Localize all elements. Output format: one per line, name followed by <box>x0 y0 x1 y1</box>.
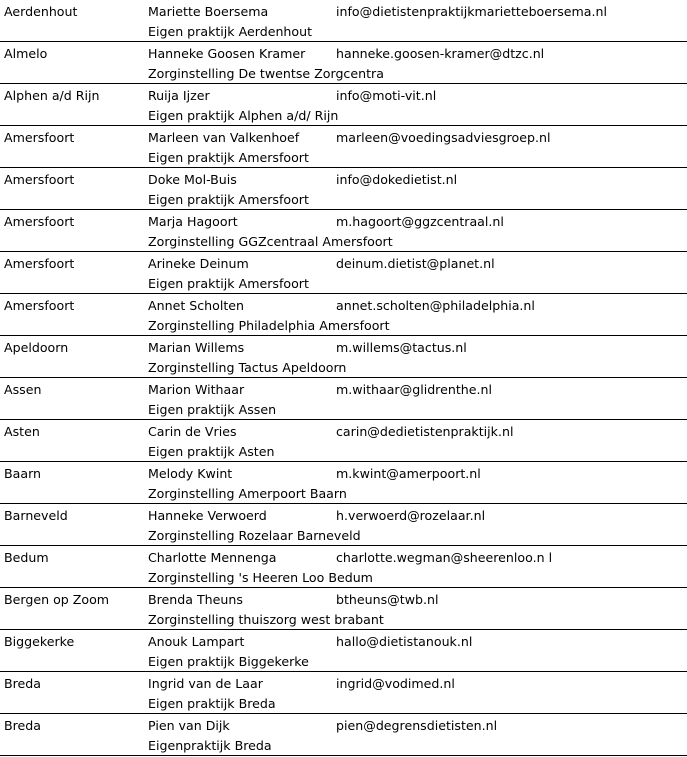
table-row <box>0 336 687 378</box>
row-email[interactable]: charlotte.wegman@sheerenloo.n l <box>336 550 553 565</box>
table-row <box>0 0 687 42</box>
row-email[interactable]: m.willems@tactus.nl <box>336 340 467 355</box>
row-name: Hanneke Goosen Kramer <box>148 46 306 61</box>
row-organization: Eigen praktijk Alphen a/d/ Rijn <box>148 108 339 123</box>
table-row <box>0 714 687 756</box>
table-row <box>0 630 687 672</box>
row-name: Marleen van Valkenhoef <box>148 130 300 145</box>
row-city: Breda <box>4 676 42 691</box>
row-city: Amersfoort <box>4 298 75 313</box>
row-city: Alphen a/d Rijn <box>4 88 100 103</box>
row-email[interactable]: info@dietistenpraktijkmarietteboersema.nl <box>336 4 607 19</box>
row-organization: Zorginstelling Philadelphia Amersfoort <box>148 318 390 333</box>
row-name: Anouk Lampart <box>148 634 245 649</box>
row-city: Amersfoort <box>4 130 75 145</box>
row-organization: Eigen praktijk Breda <box>148 696 276 711</box>
row-city: Asten <box>4 424 40 439</box>
table-row <box>0 420 687 462</box>
row-email[interactable]: m.hagoort@ggzcentraal.nl <box>336 214 504 229</box>
row-organization: Zorginstelling Tactus Apeldoorn <box>148 360 347 375</box>
row-organization: Eigen praktijk Asten <box>148 444 275 459</box>
row-city: Bedum <box>4 550 49 565</box>
row-name: Hanneke Verwoerd <box>148 508 267 523</box>
row-name: Marian Willems <box>148 340 245 355</box>
row-email[interactable]: m.kwint@amerpoort.nl <box>336 466 481 481</box>
row-email[interactable]: hanneke.goosen-kramer@dtzc.nl <box>336 46 545 61</box>
row-city: Amersfoort <box>4 214 75 229</box>
row-email[interactable]: carin@dedietistenpraktijk.nl <box>336 424 514 439</box>
row-city: Bergen op Zoom <box>4 592 110 607</box>
row-city: Breda <box>4 718 42 733</box>
row-name: Annet Scholten <box>148 298 245 313</box>
row-email[interactable]: btheuns@twb.nl <box>336 592 439 607</box>
row-email[interactable]: annet.scholten@philadelphia.nl <box>336 298 535 313</box>
row-name: Doke Mol-Buis <box>148 172 237 187</box>
row-email[interactable]: info@moti-vit.nl <box>336 88 437 103</box>
table-row <box>0 378 687 420</box>
row-city: Amersfoort <box>4 256 75 271</box>
row-name: Ruija Ijzer <box>148 88 210 103</box>
row-name: Brenda Theuns <box>148 592 243 607</box>
row-name: Marja Hagoort <box>148 214 238 229</box>
row-organization: Zorginstelling GGZcentraal Amersfoort <box>148 234 393 249</box>
row-email[interactable]: ingrid@vodimed.nl <box>336 676 455 691</box>
row-organization: Zorginstelling Amerpoort Baarn <box>148 486 347 501</box>
row-email[interactable]: pien@degrensdietisten.nl <box>336 718 498 733</box>
row-organization: Eigen praktijk Assen <box>148 402 277 417</box>
table-row <box>0 126 687 168</box>
row-name: Melody Kwint <box>148 466 233 481</box>
row-organization: Zorginstelling De twentse Zorgcentra <box>148 66 384 81</box>
row-organization: Eigenpraktijk Breda <box>148 738 272 753</box>
row-name: Carin de Vries <box>148 424 237 439</box>
row-city: Aerdenhout <box>4 4 78 19</box>
table-row <box>0 462 687 504</box>
table-row <box>0 168 687 210</box>
row-organization: Zorginstelling Rozelaar Barneveld <box>148 528 361 543</box>
row-organization: Eigen praktijk Biggekerke <box>148 654 309 669</box>
row-name: Arineke Deinum <box>148 256 249 271</box>
row-email[interactable]: hallo@dietistanouk.nl <box>336 634 473 649</box>
row-city: Biggekerke <box>4 634 75 649</box>
row-name: Marion Withaar <box>148 382 245 397</box>
row-city: Assen <box>4 382 42 397</box>
row-city: Barneveld <box>4 508 68 523</box>
row-name: Pien van Dijk <box>148 718 230 733</box>
row-name: Charlotte Mennenga <box>148 550 277 565</box>
row-name: Ingrid van de Laar <box>148 676 263 691</box>
table-row <box>0 588 687 630</box>
row-city: Baarn <box>4 466 42 481</box>
row-organization: Eigen praktijk Amersfoort <box>148 150 309 165</box>
table-row <box>0 672 687 714</box>
row-organization: Zorginstelling thuiszorg west brabant <box>148 612 384 627</box>
row-name: Mariette Boersema <box>148 4 269 19</box>
table-row <box>0 84 687 126</box>
table-row <box>0 504 687 546</box>
row-email[interactable]: h.verwoerd@rozelaar.nl <box>336 508 486 523</box>
row-email[interactable]: m.withaar@glidrenthe.nl <box>336 382 492 397</box>
row-email[interactable]: info@dokedietist.nl <box>336 172 458 187</box>
table-row <box>0 546 687 588</box>
row-email[interactable]: marleen@voedingsadviesgroep.nl <box>336 130 551 145</box>
table-row <box>0 252 687 294</box>
row-organization: Eigen praktijk Amersfoort <box>148 276 309 291</box>
table-row <box>0 42 687 84</box>
table-row <box>0 210 687 252</box>
table-row <box>0 294 687 336</box>
row-city: Apeldoorn <box>4 340 69 355</box>
row-city: Almelo <box>4 46 48 61</box>
row-organization: Zorginstelling 's Heeren Loo Bedum <box>148 570 373 585</box>
row-email[interactable]: deinum.dietist@planet.nl <box>336 256 495 271</box>
row-organization: Eigen praktijk Amersfoort <box>148 192 309 207</box>
row-city: Amersfoort <box>4 172 75 187</box>
row-organization: Eigen praktijk Aerdenhout <box>148 24 313 39</box>
